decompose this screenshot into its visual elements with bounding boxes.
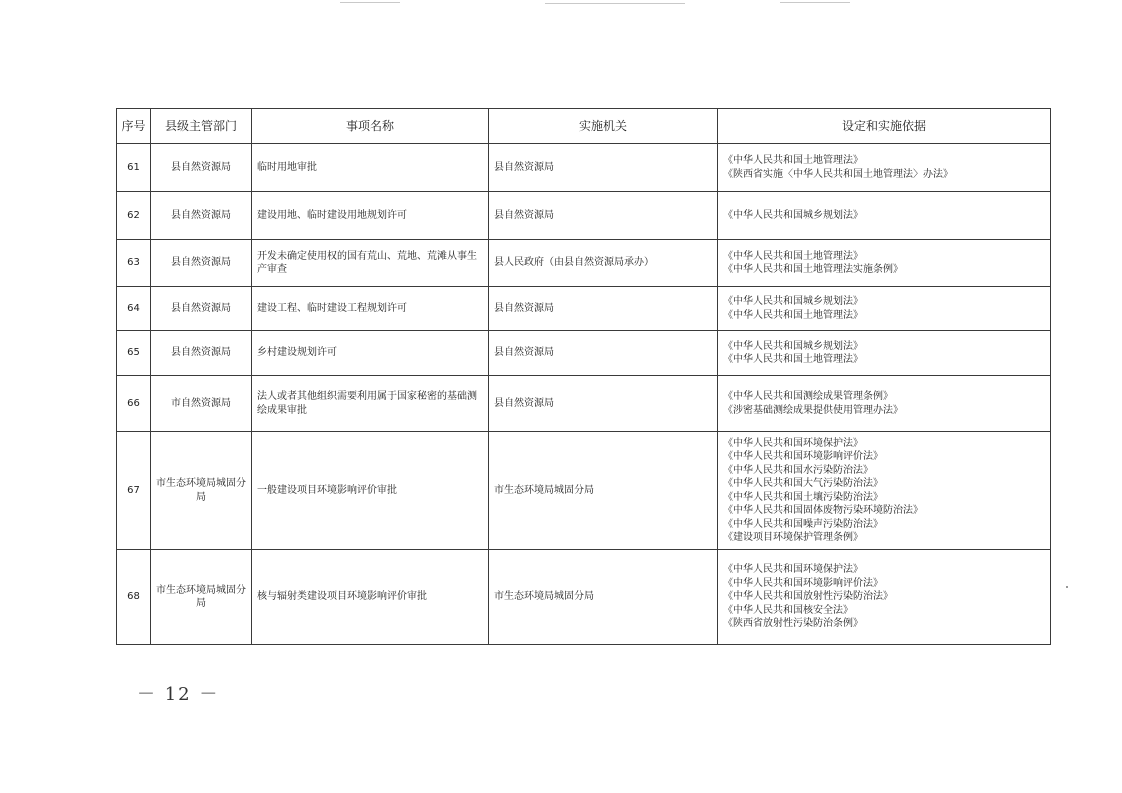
row-dept: 市生态环境局城固分局 <box>151 432 252 550</box>
row-org: 县自然资源局 <box>489 331 718 376</box>
basis-line: 《中华人民共和国环境保护法》 <box>723 437 863 449</box>
basis-line: 《中华人民共和国土壤污染防治法》 <box>723 491 883 503</box>
row-basis <box>718 331 1051 376</box>
table-row <box>117 550 1051 645</box>
basis-line: 《中华人民共和国环境影响评价法》 <box>723 451 883 462</box>
row-basis <box>718 287 1051 331</box>
row-org: 县自然资源局 <box>489 376 718 432</box>
table-header-row <box>117 109 1051 144</box>
basis-line: 《中华人民共和国大气污染防治法》 <box>723 478 883 489</box>
row-basis <box>718 376 1051 432</box>
row-index: 61 <box>117 144 151 192</box>
row-index: 66 <box>117 376 151 432</box>
basis-line: 《中华人民共和国环境影响评价法》 <box>723 577 883 589</box>
row-basis <box>718 432 1051 550</box>
row-dept: 市自然资源局 <box>151 376 252 432</box>
page-number: － 12 － <box>137 684 220 705</box>
basis-line: 《涉密基础测绘成果提供使用管理办法》 <box>723 404 903 416</box>
row-basis <box>718 144 1051 192</box>
row-basis <box>718 192 1051 240</box>
table-row <box>117 240 1051 287</box>
row-index: 68 <box>117 550 151 645</box>
header-dept: 县级主管部门 <box>151 109 252 144</box>
table-row <box>117 192 1051 240</box>
header-basis: 设定和实施依据 <box>718 109 1051 144</box>
row-item: 临时用地审批 <box>252 144 489 192</box>
row-org: 县自然资源局 <box>489 287 718 331</box>
scan-artifact <box>545 3 685 4</box>
row-item: 开发未确定使用权的国有荒山、荒地、荒滩从事生产审查 <box>252 240 489 287</box>
basis-line: 《中华人民共和国城乡规划法》 <box>723 340 863 352</box>
row-item: 乡村建设规划许可 <box>252 331 489 376</box>
basis-line: 《中华人民共和国噪声污染防治法》 <box>723 518 883 530</box>
basis-line: 《中华人民共和国土地管理法》 <box>723 155 863 166</box>
row-dept: 县自然资源局 <box>151 192 252 240</box>
row-org: 县人民政府（由县自然资源局承办） <box>489 240 718 287</box>
basis-line: 《中华人民共和国测绘成果管理条例》 <box>723 391 893 402</box>
row-dept: 县自然资源局 <box>151 287 252 331</box>
basis-line: 《中华人民共和国土地管理法实施条例》 <box>723 264 903 275</box>
table-row <box>117 144 1051 192</box>
row-item: 建设用地、临时建设用地规划许可 <box>252 192 489 240</box>
scan-artifact <box>780 2 850 3</box>
row-item: 一般建设项目环境影响评价审批 <box>252 432 489 550</box>
table-row <box>117 376 1051 432</box>
row-index: 64 <box>117 287 151 331</box>
basis-line: 《中华人民共和国土地管理法》 <box>723 250 863 262</box>
scan-artifact <box>340 2 400 3</box>
row-basis <box>718 550 1051 645</box>
basis-line: 《中华人民共和国城乡规划法》 <box>723 296 863 307</box>
row-org: 市生态环境局城固分局 <box>489 432 718 550</box>
row-org: 市生态环境局城固分局 <box>489 550 718 645</box>
row-index: 65 <box>117 331 151 376</box>
basis-line: 《陕西省放射性污染防治条例》 <box>723 618 863 630</box>
row-dept: 县自然资源局 <box>151 144 252 192</box>
table-row <box>117 287 1051 331</box>
basis-line: 《中华人民共和国土地管理法》 <box>723 309 863 321</box>
row-dept: 市生态环境局城固分局 <box>151 550 252 645</box>
basis-line: 《中华人民共和国环境保护法》 <box>723 564 863 576</box>
scan-artifact <box>1066 586 1068 588</box>
row-basis <box>718 240 1051 287</box>
row-item: 法人或者其他组织需要利用属于国家秘密的基础测绘成果审批 <box>252 376 489 432</box>
basis-line: 《中华人民共和国城乡规划法》 <box>723 209 863 221</box>
table-row <box>117 432 1051 550</box>
row-index: 67 <box>117 432 151 550</box>
basis-line: 《陕西省实施〈中华人民共和国土地管理法〉办法》 <box>723 168 953 180</box>
row-dept: 县自然资源局 <box>151 240 252 287</box>
row-item: 核与辐射类建设项目环境影响评价审批 <box>252 550 489 645</box>
basis-line: 《中华人民共和国放射性污染防治法》 <box>723 591 893 603</box>
row-index: 62 <box>117 192 151 240</box>
row-org: 县自然资源局 <box>489 144 718 192</box>
header-org: 实施机关 <box>489 109 718 144</box>
basis-line: 《中华人民共和国固体废物污染环境防治法》 <box>723 505 923 516</box>
approval-items-table <box>116 108 1051 645</box>
basis-line: 《中华人民共和国土地管理法》 <box>723 354 863 365</box>
basis-line: 《中华人民共和国水污染防治法》 <box>723 464 873 476</box>
basis-line: 《建设项目环境保护管理条例》 <box>723 532 863 543</box>
row-index: 63 <box>117 240 151 287</box>
row-org: 县自然资源局 <box>489 192 718 240</box>
table-row <box>117 331 1051 376</box>
header-item: 事项名称 <box>252 109 489 144</box>
header-index: 序号 <box>117 109 151 144</box>
row-item: 建设工程、临时建设工程规划许可 <box>252 287 489 331</box>
row-dept: 县自然资源局 <box>151 331 252 376</box>
basis-line: 《中华人民共和国核安全法》 <box>723 604 853 616</box>
